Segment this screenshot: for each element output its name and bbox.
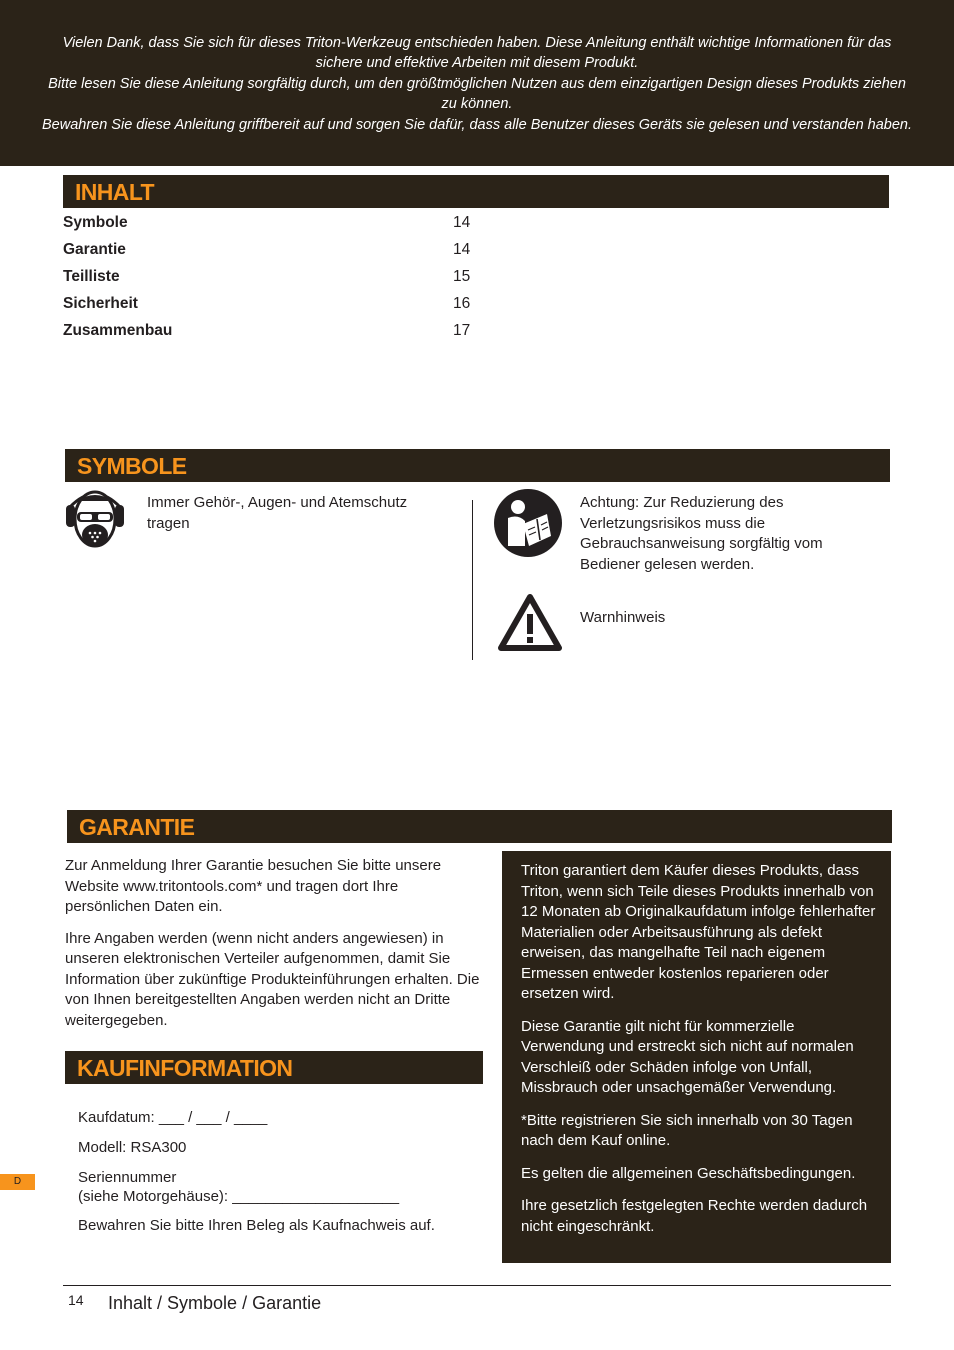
garantie-terms-paragraph: Ihre gesetzlich festgelegten Rechte werden dadurch nicht eingeschränkt.: [521, 1197, 868, 1235]
modell-value: Modell: RSA300: [78, 1139, 187, 1156]
purchase-info: [78, 1108, 478, 1246]
symbol-text-protective-gear: Immer Gehör-, Augen- und Atemschutz tragen: [147, 494, 408, 532]
toc-row[interactable]: [63, 266, 483, 293]
garantie-registration-text: [65, 856, 485, 1042]
toc-row[interactable]: [63, 239, 483, 266]
page-number: 14: [68, 1292, 84, 1308]
beleg-note: Bewahren Sie bitte Ihren Beleg als Kaufnachweis auf.: [78, 1217, 435, 1234]
toc-row[interactable]: [63, 320, 483, 347]
kaufdatum-field: Kaufdatum: ___ / ___ / ____: [78, 1109, 268, 1126]
symbole-title: SYMBOLE: [77, 453, 187, 479]
toc-page: 14: [453, 241, 471, 258]
inhalt-header-bar: [63, 175, 889, 208]
garantie-paragraph: Ihre Angaben werden (wenn nicht anders angewiesen) in unseren elektronischen Verteiler aufgenommen, damit Sie Information über zukünftige Produkteinführungen erhalten. Die von Ihnen bereitgestellten Angaben werden nicht an Dritte weitergegeben.: [65, 929, 480, 1029]
read-manual-icon: [493, 488, 563, 558]
garantie-terms-paragraph: Es gelten die allgemeinen Geschäftsbedingungen.: [521, 1164, 856, 1182]
toc-label: Zusammenbau: [63, 322, 173, 339]
kaufinformation-title: KAUFINFORMATION: [77, 1055, 293, 1081]
intro-line-3: Bewahren Sie diese Anleitung griffbereit auf und sorgen Sie dafür, dass alle Benutzer dieses Geräts sie gelesen und verstanden haben.: [41, 116, 913, 133]
intro-line-1: Vielen Dank, dass Sie sich für dieses Triton-Werkzeug entschieden haben. Diese Anleitung enthält wichtige Informationen für das sichere und effektive Arbeiten mit diesem Produkt.: [62, 35, 892, 72]
symbol-text-warning: Warnhinweis: [580, 609, 666, 626]
seriennummer-label: Seriennummer: [78, 1169, 177, 1186]
garantie-terms-paragraph: *Bitte registrieren Sie sich innerhalb von 30 Tagen nach dem Kauf online.: [521, 1111, 853, 1149]
inhalt-title: INHALT: [75, 179, 155, 205]
seriennummer-field: [78, 1168, 478, 1206]
kaufinformation-header-bar: [65, 1051, 483, 1084]
symbole-header-bar: [65, 449, 890, 482]
language-tab: D: [0, 1174, 35, 1190]
toc-page: 17: [453, 322, 471, 339]
toc-page: 14: [453, 214, 471, 231]
toc-label: Symbole: [63, 214, 128, 231]
toc-label: Garantie: [63, 241, 126, 258]
toc-label: Sicherheit: [63, 295, 138, 312]
table-of-contents: [63, 212, 483, 347]
footer-divider: [63, 1285, 891, 1286]
toc-row[interactable]: [63, 212, 483, 239]
seriennummer-line: (siehe Motorgehäuse): ____________________: [78, 1188, 400, 1205]
intro-line-2: Bitte lesen Sie diese Anleitung sorgfältig durch, um den größtmöglichen Nutzen aus dem einzigartigen Design dieses Produkts ziehen zu können.: [48, 75, 906, 113]
toc-label: Teilliste: [63, 268, 120, 285]
protective-gear-icon: [63, 487, 127, 551]
symbol-text-read-manual: Achtung: Zur Reduzierung des Verletzungsrisikos muss die Gebrauchsanweisung sorgfältig vom Bediener gelesen werden.: [580, 494, 823, 573]
garantie-terms-box: [502, 851, 891, 1263]
symbol-divider: [472, 500, 473, 660]
warning-triangle-icon: [498, 594, 562, 652]
intro-banner: [0, 0, 954, 166]
garantie-terms-paragraph: Triton garantiert dem Käufer dieses Produkts, dass Triton, wenn sich Teile dieses Produkts innerhalb von 12 Monaten ab Originalkaufdatum infolge fehlerhafter Materialien oder Arbeitsausführung als defekt erweisen, das mangelhafte Teil nach eigenem Ermessen entweder kostenlos reparieren oder ersetzen wird.: [521, 862, 876, 1002]
garantie-terms-paragraph: Diese Garantie gilt nicht für kommerzielle Verwendung und erstreckt sich nicht auf normalen Verschleiß oder Schäden infolge von Unfall, Missbrauch oder unsachgemäßer Verwendung.: [521, 1017, 854, 1096]
garantie-title: GARANTIE: [79, 814, 195, 840]
garantie-header-bar: [67, 810, 892, 843]
toc-page: 16: [453, 295, 471, 312]
footer-title: Inhalt / Symbole / Garantie: [108, 1293, 322, 1313]
toc-page: 15: [453, 268, 471, 285]
garantie-paragraph: Zur Anmeldung Ihrer Garantie besuchen Sie bitte unsere Website www.tritontools.com* und tragen dort Ihre persönlichen Daten ein.: [65, 857, 442, 915]
toc-row[interactable]: [63, 293, 483, 320]
